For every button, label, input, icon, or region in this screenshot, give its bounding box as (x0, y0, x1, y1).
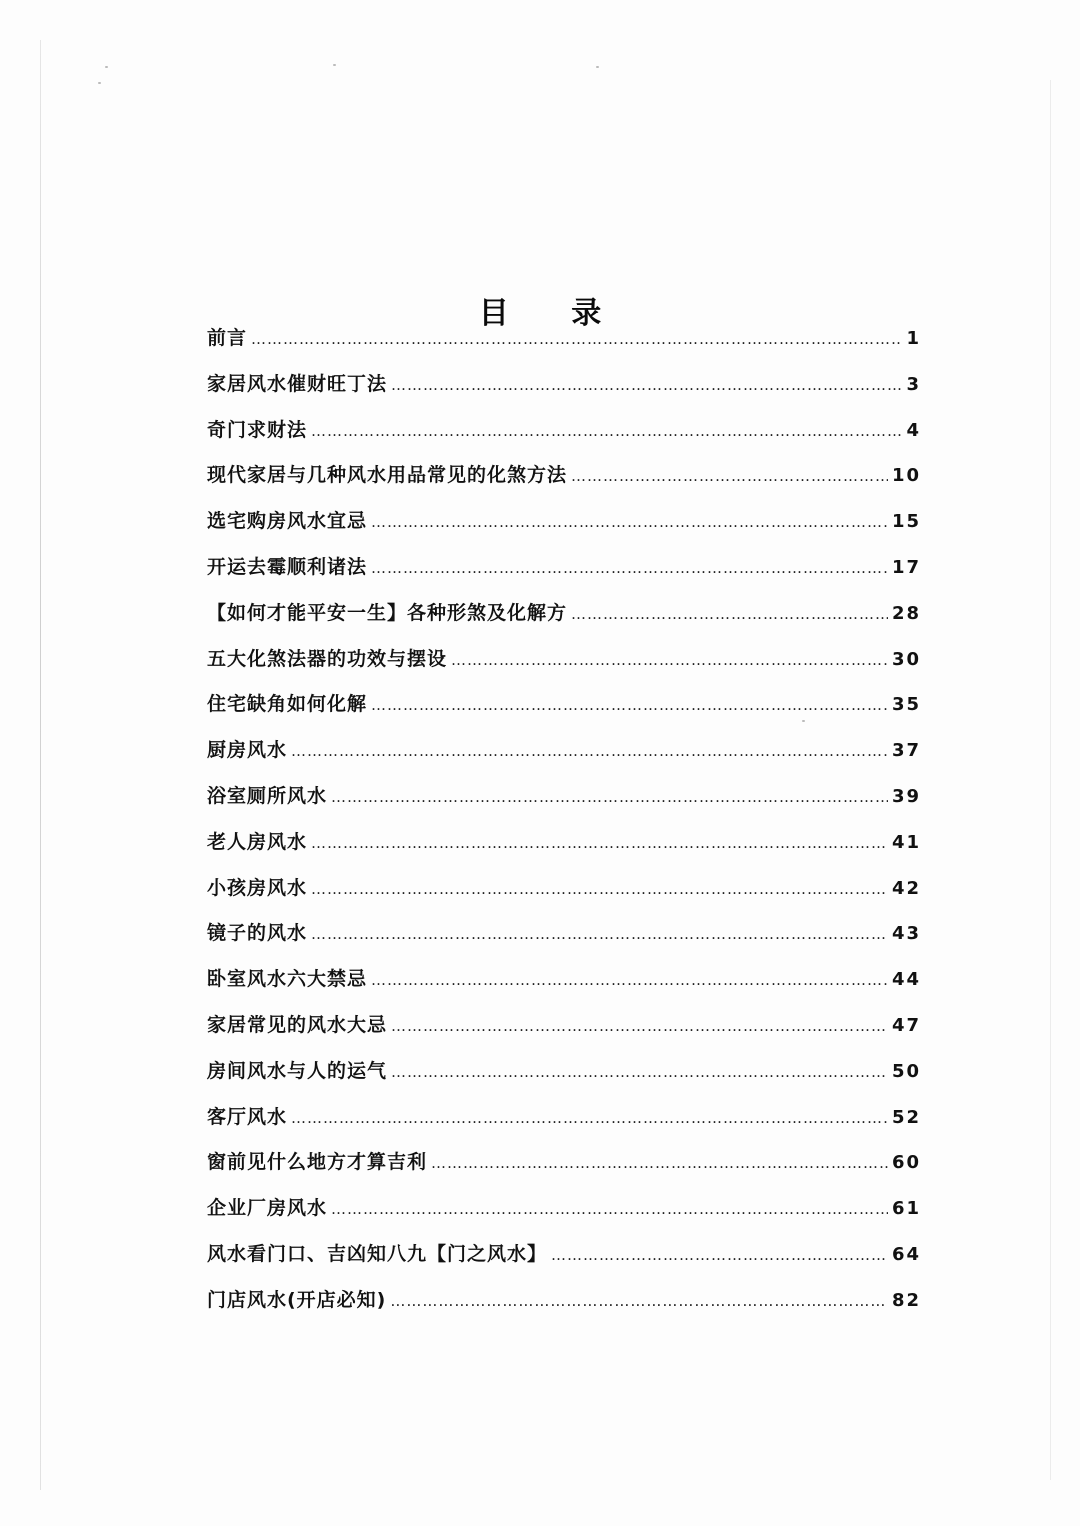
toc-entry-title: 家居常见的风水大忌 (207, 1013, 388, 1036)
toc-entry[interactable] (207, 1146, 921, 1192)
toc-page-number: 82 (891, 1289, 921, 1311)
dot-leader (451, 644, 888, 676)
toc-entry[interactable] (207, 872, 921, 918)
toc-entry[interactable] (207, 963, 921, 1009)
toc-entry[interactable] (207, 368, 921, 414)
toc-entry-title: 卧室风水六大禁忌 (207, 968, 368, 991)
toc-page-number: 64 (891, 1243, 921, 1265)
toc-entry-title: 门店风水(开店必知) (207, 1288, 387, 1311)
toc-page-number: 52 (891, 1106, 921, 1128)
toc-entry[interactable] (207, 1192, 921, 1238)
toc-page-number: 10 (891, 465, 921, 487)
dot-leader (291, 735, 888, 767)
toc-entry[interactable] (207, 826, 921, 872)
dot-leader (391, 1056, 888, 1088)
toc-entry[interactable] (207, 1238, 921, 1284)
toc-entry[interactable] (207, 1009, 921, 1055)
dot-leader (571, 460, 888, 492)
toc-page-number: 15 (891, 511, 921, 533)
toc-entry[interactable] (207, 1055, 921, 1101)
toc-entry-title: 镜子的风水 (207, 922, 308, 945)
toc-page-number: 35 (891, 694, 921, 716)
toc-entry[interactable] (207, 780, 921, 826)
toc-entry-title: 五大化煞法器的功效与摆设 (207, 647, 448, 670)
page-edge-shadow (40, 40, 41, 1490)
toc-page-number: 61 (891, 1198, 921, 1220)
toc-entry[interactable] (207, 322, 921, 368)
toc-page-number: 28 (891, 602, 921, 624)
dot-leader (331, 1193, 888, 1225)
toc-entry[interactable] (207, 734, 921, 780)
toc-entry-title: 前言 (207, 327, 248, 349)
toc-entry-title: 窗前见什么地方才算吉利 (207, 1151, 428, 1174)
toc-page-number: 60 (891, 1152, 921, 1174)
scan-speck (596, 66, 599, 68)
toc-entry[interactable] (207, 688, 921, 734)
toc-page-number: 1 (906, 328, 921, 349)
toc-page-number: 17 (891, 556, 921, 578)
toc-page-number: 50 (891, 1060, 921, 1082)
toc-page-number: 4 (906, 419, 921, 441)
toc-entry[interactable] (207, 551, 921, 597)
toc-entry-title: 现代家居与几种风水用品常见的化煞方法 (207, 464, 568, 487)
toc-entry-title: 住宅缺角如何化解 (207, 693, 368, 716)
toc-entry-title: 选宅购房风水宜忌 (207, 510, 368, 533)
dot-leader (371, 689, 888, 721)
toc-entry[interactable] (207, 917, 921, 963)
dot-leader (291, 1102, 888, 1134)
toc-entry[interactable] (207, 1284, 921, 1330)
toc-page-number: 3 (906, 373, 921, 395)
dot-leader (551, 1239, 888, 1271)
dot-leader (371, 964, 888, 996)
toc-entry-title: 奇门求财法 (207, 418, 308, 441)
dot-leader (371, 506, 888, 538)
toc-entry[interactable] (207, 505, 921, 551)
toc-entry-title: 厨房风水 (207, 739, 288, 762)
toc-entry-title: 【如何才能平安一生】各种形煞及化解方 (207, 601, 568, 624)
toc-entry-title: 开运去霉顺利诸法 (207, 555, 368, 578)
dot-leader (311, 873, 888, 905)
toc-page-number: 43 (891, 923, 921, 945)
toc-entry-title: 家居风水催财旺丁法 (207, 372, 388, 395)
page-title: 目 录 (478, 296, 628, 332)
dot-leader (311, 827, 888, 859)
toc-page-number: 39 (891, 785, 921, 807)
dot-leader (391, 1010, 888, 1042)
table-of-contents (207, 322, 921, 1330)
dot-leader (331, 781, 888, 813)
dot-leader (371, 552, 888, 584)
toc-page-number: 47 (891, 1014, 921, 1036)
toc-entry-title: 小孩房风水 (207, 876, 308, 899)
toc-entry[interactable] (207, 459, 921, 505)
dot-leader (311, 918, 888, 950)
toc-page-number: 44 (891, 969, 921, 991)
dot-leader (431, 1147, 888, 1179)
toc-entry-title: 房间风水与人的运气 (207, 1059, 388, 1082)
scan-speck (98, 82, 101, 84)
toc-entry-title: 企业厂房风水 (207, 1197, 328, 1220)
toc-entry-title: 风水看门口、吉凶知八九【门之风水】 (207, 1242, 548, 1265)
toc-entry[interactable] (207, 597, 921, 643)
toc-entry[interactable] (207, 414, 921, 460)
dot-leader (251, 323, 902, 355)
dot-leader (390, 1285, 888, 1317)
dot-leader (571, 598, 888, 630)
toc-entry-title: 浴室厕所风水 (207, 784, 328, 807)
scan-speck (333, 64, 336, 66)
scan-speck (105, 66, 108, 68)
dot-leader (391, 369, 902, 401)
toc-entry-title: 老人房风水 (207, 830, 308, 853)
toc-page-number: 30 (891, 648, 921, 670)
toc-page-number: 37 (891, 740, 921, 762)
toc-page-number: 41 (891, 831, 921, 853)
toc-entry[interactable] (207, 1101, 921, 1147)
toc-entry-title: 客厅风水 (207, 1105, 288, 1128)
toc-entry[interactable] (207, 643, 921, 689)
dot-leader (311, 415, 902, 447)
toc-page-number: 42 (891, 877, 921, 899)
